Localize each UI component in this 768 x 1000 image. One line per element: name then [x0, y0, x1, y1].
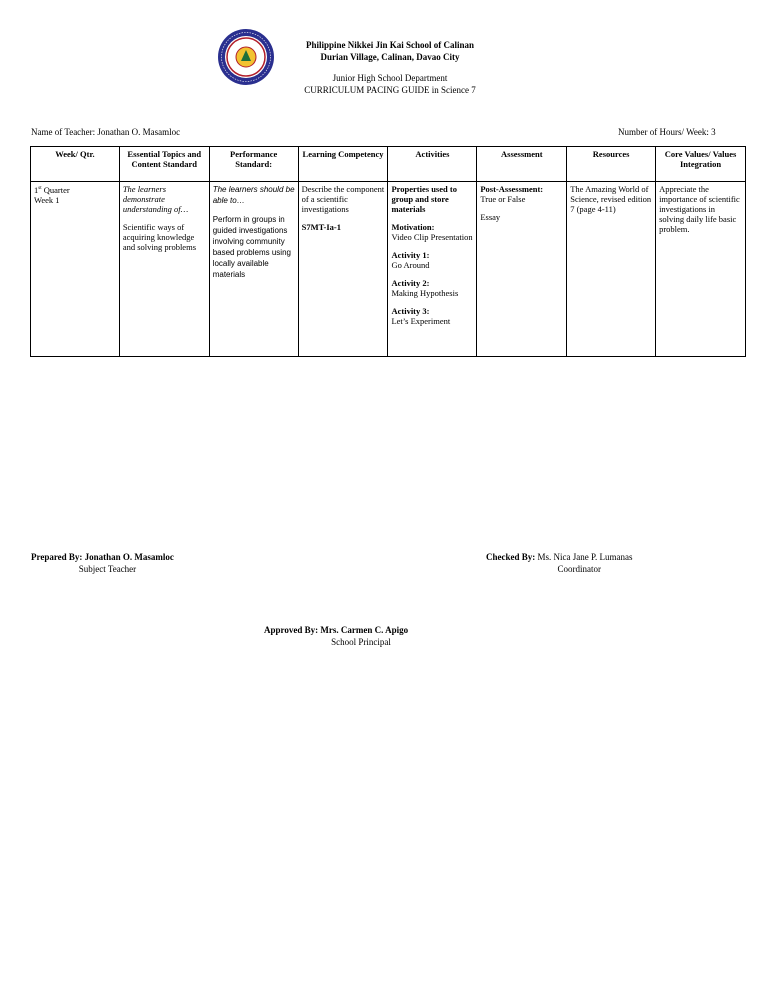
values-text: Appreciate the importance of scientific investigations in solving daily life basic problem. [659, 184, 740, 234]
checked-role: Coordinator [557, 564, 601, 574]
header-assessment: Assessment [477, 147, 567, 182]
cell-competency [298, 182, 388, 357]
teacher-name: Name of Teacher: Jonathan O. Masamloc [31, 127, 181, 137]
header-values: Core Values/ Values Integration [656, 147, 746, 182]
header-topics: Essential Topics and Content Standard [119, 147, 209, 182]
activity1-text: Go Around [391, 260, 430, 270]
cell-performance [209, 182, 298, 357]
approved-role: School Principal [331, 637, 391, 647]
checked-name: Ms. Nica Jane P. Lumanas [535, 552, 633, 562]
activity3-label: Activity 3: [391, 306, 430, 316]
competency-text: Describe the component of a scientific investigations [301, 184, 385, 214]
table-row [31, 182, 746, 357]
assessment-line [480, 184, 563, 194]
quarter-suffix: st [38, 186, 42, 191]
school-name: Philippine Nikkei Jin Kai School of Calinan [305, 40, 475, 50]
header-resources: Resources [567, 147, 656, 182]
topics-body: Scientific ways of acquiring knowledge and solving problems [122, 222, 197, 252]
cell-resources [567, 182, 656, 357]
cell-activities [388, 182, 477, 357]
quarter-number: 1 [34, 184, 39, 195]
table-header-row [31, 147, 746, 182]
school-header [280, 40, 500, 63]
motivation-label: Motivation: [391, 222, 435, 232]
assessment-type-1: True or False [480, 194, 526, 204]
cell-week [31, 182, 120, 357]
school-address: Durian Village, Calinan, Davao City [320, 51, 460, 62]
hours-per-week: Number of Hours/ Week: 3 [618, 127, 716, 137]
header-performance: Performance Standard: [209, 147, 298, 182]
activity2-label: Activity 2: [391, 278, 430, 288]
quarter-text: Quarter [41, 184, 70, 195]
topics-intro: The learners demonstrate understanding of… [122, 184, 189, 214]
performance-intro: The learners should be able to… [212, 185, 295, 205]
activity1-block [391, 250, 473, 270]
quarter-label [34, 184, 116, 195]
checked-by-block [486, 551, 632, 575]
prepared-name: Jonathan O. Masamloc [82, 552, 174, 562]
document-heading [280, 73, 500, 96]
header-activities: Activities [388, 147, 477, 182]
activities-title: Properties used to group and store materials [391, 184, 457, 214]
performance-body: Perform in groups in guided investigations involving community based problems using locally available materials [212, 215, 291, 279]
resources-text: The Amazing World of Science, revised edition 7 (page 4-11) [570, 184, 652, 214]
approved-label: Approved By: [264, 625, 319, 635]
activity3-text: Let’s Experiment [391, 316, 451, 326]
competency-code: S7MT-Ia-1 [301, 222, 341, 232]
prepared-role: Subject Teacher [78, 564, 137, 574]
prepared-label: Prepared By: [31, 552, 83, 562]
header-competency: Learning Competency [298, 147, 388, 182]
cell-assessment [477, 182, 567, 357]
activity1-label: Activity 1: [391, 250, 430, 260]
activity3-block [391, 306, 473, 326]
motivation-text: Video Clip Presentation [391, 232, 473, 242]
header-week: Week/ Qtr. [31, 147, 120, 182]
approved-name: Mrs. Carmen C. Apigo [318, 625, 409, 635]
assessment-label: Post-Assessment: [480, 184, 544, 194]
document-title [280, 85, 500, 97]
checked-label: Checked By: [486, 552, 536, 562]
activity2-block [391, 278, 473, 298]
pacing-guide-table [30, 146, 746, 357]
activity2-text: Making Hypothesis [391, 288, 459, 298]
assessment-type-2: Essay [480, 212, 501, 222]
motivation-block [391, 222, 473, 242]
approved-by-block [264, 624, 408, 648]
week-label: Week 1 [34, 194, 60, 205]
prepared-by-block [31, 551, 174, 575]
cell-values [656, 182, 746, 357]
title-subject: in Science 7 [431, 84, 476, 95]
department-name: Junior High School Department [332, 73, 448, 83]
school-seal-logo [217, 28, 275, 86]
title-main: CURRICULUM PACING GUIDE [304, 84, 430, 95]
cell-topics [119, 182, 209, 357]
